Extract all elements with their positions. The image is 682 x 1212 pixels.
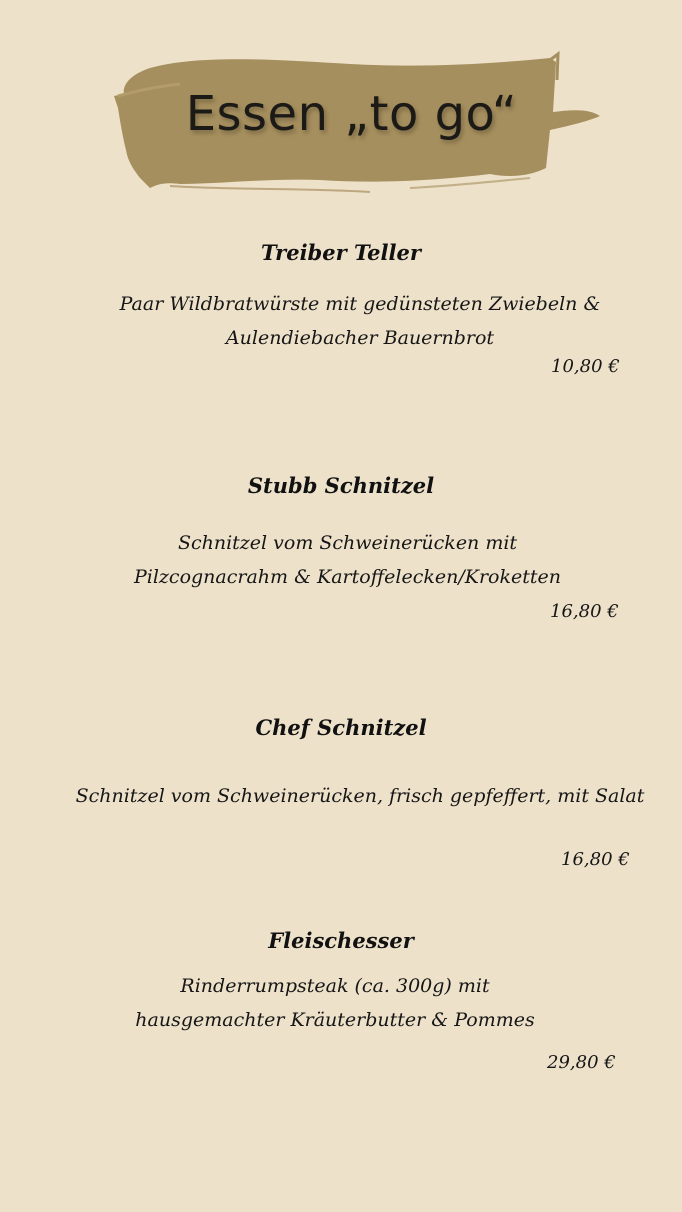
dish-price-stubb-schnitzel: 16,80 €: [550, 601, 619, 622]
dish-name-treiber-teller: Treiber Teller: [261, 240, 421, 265]
title-banner: [110, 50, 605, 195]
dish-description-stubb-schnitzel: Schnitzel vom Schweinerücken mit Pilzcognacrahm & Kartoffelecken/Kroketten: [133, 532, 562, 588]
dish-price-treiber-teller: 10,80 €: [551, 356, 620, 377]
dish-price-chef-schnitzel: 16,80 €: [561, 849, 630, 870]
dish-description-treiber-teller: Paar Wildbratwürste mit gedünsteten Zwiebeln & Aulendiebacher Bauernbrot: [119, 293, 601, 349]
dish-name-fleischesser: Fleischesser: [268, 928, 414, 953]
dish-description-chef-schnitzel: Schnitzel vom Schweinerücken, frisch gepfeffert, mit Salat: [75, 785, 645, 807]
dish-name-chef-schnitzel: Chef Schnitzel: [255, 715, 427, 740]
dish-name-stubb-schnitzel: Stubb Schnitzel: [247, 473, 435, 498]
page-title: Essen „to go“: [185, 86, 518, 142]
dish-description-fleischesser: Rinderrumpsteak (ca. 300g) mit hausgemachter Kräuterbutter & Pommes: [135, 975, 535, 1031]
dish-price-fleischesser: 29,80 €: [547, 1052, 616, 1073]
